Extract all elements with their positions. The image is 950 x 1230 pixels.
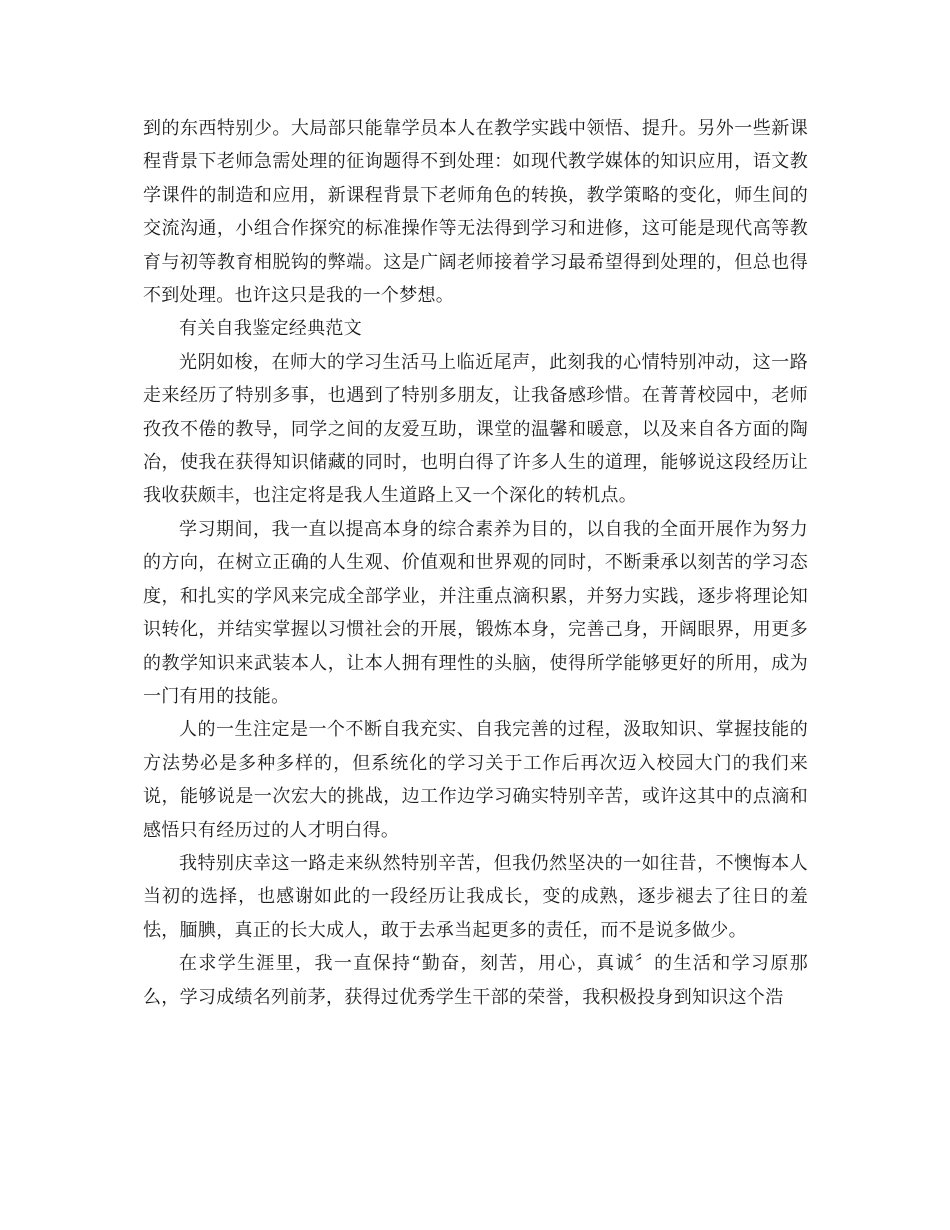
document-body xyxy=(143,112,808,1014)
paragraph: 学习期间，我一直以提高本身的综合素养为目的，以自我的全面开展作为努力的方向，在树立正确的人生观、价值观和世界观的同时，不断秉承以刻苦的学习态度，和扎实的学风来完成全部学业，并注重点滴积累，并努力实践，逐步将理论知识转化，并结实掌握以习惯社会的开展，锻炼本身，完善己身，开阔眼界，用更多的教学知识来武装本人，让本人拥有理性的头脑，使得所学能够更好的所用，成为一门有用的技能。 xyxy=(143,518,808,707)
paragraph-continued: 到的东西特别少。大局部只能靠学员本人在教学实践中领悟、提升。另外一些新课程背景下老师急需处理的征询题得不到处理：如现代教学媒体的知识应用，语文教学课件的制造和应用，新课程背景下老师角色的转换，教学策略的变化，师生间的交流沟通，小组合作探究的标准操作等无法得到学习和进修，这可能是现代高等教育与初等教育相脱钩的弊端。这是广阔老师接着学习最希望得到处理的，但总也得不到处理。也许这只是我的一个梦想。 xyxy=(143,118,808,307)
paragraph: 在求学生涯里，我一直保持“勤奋，刻苦，用心，真诚〞的生活和学习原那么，学习成绩名列前茅，获得过优秀学生干部的荣誉，我积极投身到知识这个浩 xyxy=(143,953,808,1008)
paragraph: 我特别庆幸这一路走来纵然特别辛苦，但我仍然坚决的一如往昔，不懊悔本人当初的选择，也感谢如此的一段经历让我成长，变的成熟，逐步褪去了往日的羞怯，腼腆，真正的长大成人，敢于去承当起更多的责任，而不是说多做少。 xyxy=(143,852,808,941)
section-heading: 有关自我鉴定经典范文 xyxy=(179,318,362,340)
paragraph: 光阴如梭，在师大的学习生活马上临近尾声，此刻我的心情特别冲动，这一路走来经历了特别多事，也遇到了特别多朋友，让我备感珍惜。在菁菁校园中，老师孜孜不倦的教导，同学之间的友爱互助，课堂的温馨和暖意，以及来自各方面的陶冶，使我在获得知识储藏的同时，也明白得了许多人生的道理，能够说这段经历让我收获颇丰，也注定将是我人生道路上又一个深化的转机点。 xyxy=(143,351,808,507)
paragraph: 人的一生注定是一个不断自我充实、自我完善的过程，汲取知识、掌握技能的方法势必是多种多样的，但系统化的学习关于工作后再次迈入校园大门的我们来说，能够说是一次宏大的挑战，边工作边学习确实特别辛苦，或许这其中的点滴和感悟只有经历过的人才明白得。 xyxy=(143,719,808,841)
